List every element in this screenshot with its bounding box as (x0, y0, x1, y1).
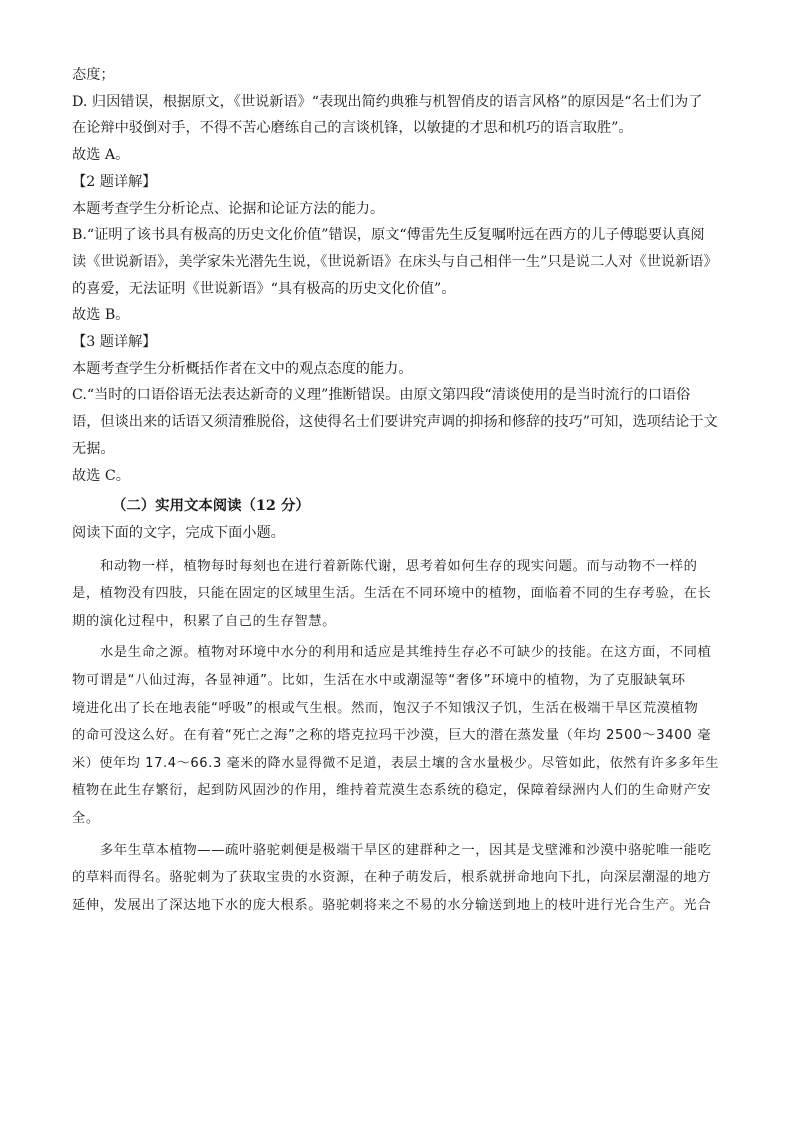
analysis-line: 故选 B。 (72, 307, 130, 324)
passage-line: 是，植物没有四肢，只能在固定的区域里生活。生活在不同环境中的植物，面临着不同的生存考验，在长 (72, 586, 712, 602)
passage-line: 的命可没这么好。在有着“死亡之海”之称的塔克拉玛干沙漠，巨大的潜在蒸发量（年均 2500～3400 毫 (72, 728, 712, 744)
analysis-line: 本题考查学生分析论点、论据和论证方法的能力。 (72, 200, 385, 217)
passage-line: 境进化出了长在地表能“呼吸”的根或气生根。然而，饱汉子不知饿汉子饥，生活在极端干旱区荒漠植物 (72, 700, 699, 716)
passage-line: 和动物一样，植物每时每刻也在进行着新陈代谢，思考着如何生存的现实问题。而与动物不一样的 (100, 558, 698, 574)
analysis-line: 故选 A。 (72, 147, 130, 164)
analysis-line: 态度； (72, 67, 115, 83)
analysis-line: B.“证明了该书具有极高的历史文化价值”错误，原文“傅雷先生反复嘱咐远在西方的儿子傅聪要认真阅 (72, 227, 705, 244)
analysis-line: D. 归因错误，根据原文，《世说新语》“表现出简约典雅与机智俏皮的语言风格”的原因是“名士们为了 (72, 93, 703, 110)
reading-instruction: 阅读下面的文字，完成下面小题。 (72, 524, 285, 541)
passage-paragraph (72, 837, 722, 920)
answer-analysis (72, 62, 722, 489)
question-2-heading: 【2 题详解】 (72, 173, 157, 190)
analysis-line: 在论辩中驳倒对手，不得不苦心磨练自己的言谈机锋，以敏捷的才思和机巧的语言取胜”。 (72, 120, 633, 137)
reading-passage (72, 553, 722, 920)
passage-line: 期的演化过程中，积累了自己的生存智慧。 (72, 613, 337, 629)
passage-line: 米）使年均 17.4～66.3 毫米的降水显得微不足道，表层土壤的含水量极少。尽管如此，依然有许多多年生 (72, 755, 720, 771)
passage-line: 植物在此生存繁衍，起到防风固沙的作用，维持着荒漠生态系统的稳定，保障着绿洲内人们的生命财产安 (72, 783, 712, 799)
analysis-line: 无据。 (72, 440, 115, 457)
passage-line: 的草料而得名。骆驼刺为了获取宝贵的水资源，在种子萌发后，根系就拼命地向下扎，向深层潮湿的地方 (72, 870, 712, 886)
passage-line: 水是生命之源。植物对环境中水分的利用和适应是其维持生存必不可缺少的技能。在这方面，不同植 (100, 645, 712, 661)
analysis-line: 读《世说新语》，美学家朱光潜先生说，《世说新语》在床头与自己相伴一生”只是说二人对《世说新语》 (72, 253, 718, 270)
passage-line: 延伸，发展出了深达地下水的庞大根系。骆驼刺将来之不易的水分输送到地上的枝叶进行光合生产。光合 (72, 897, 712, 913)
passage-paragraph (72, 639, 722, 832)
analysis-line: C.“当时的口语俗语无法表达新奇的义理”推断错误。由原文第四段“清谈使用的是当时流行的口语俗 (72, 387, 691, 404)
passage-paragraph (72, 553, 722, 636)
document-page (72, 62, 722, 919)
analysis-line: 语，但谈出来的话语又须清雅脱俗，这使得名士们要讲究声调的抑扬和修辞的技巧”可知，选项结论于文 (72, 414, 718, 431)
question-3-heading: 【3 题详解】 (72, 334, 157, 351)
analysis-line: 故选 C。 (72, 467, 130, 484)
passage-line: 物可谓是“八仙过海，各显神通”。比如，生活在水中或潮湿等“奢侈”环境中的植物，为了克服缺氧环 (72, 673, 686, 689)
analysis-line: 的喜爱，无法证明《世说新语》“具有极高的历史文化价值”。 (72, 280, 456, 297)
passage-line: 全。 (72, 811, 100, 826)
analysis-line: 本题考查学生分析概括作者在文中的观点态度的能力。 (72, 360, 413, 377)
section-title: （二）实用文本阅读（12 分） (112, 497, 310, 515)
passage-line: 多年生草本植物——疏叶骆驼刺便是极端干旱区的建群种之一，因其是戈壁滩和沙漠中骆驼唯一能吃 (100, 842, 712, 858)
